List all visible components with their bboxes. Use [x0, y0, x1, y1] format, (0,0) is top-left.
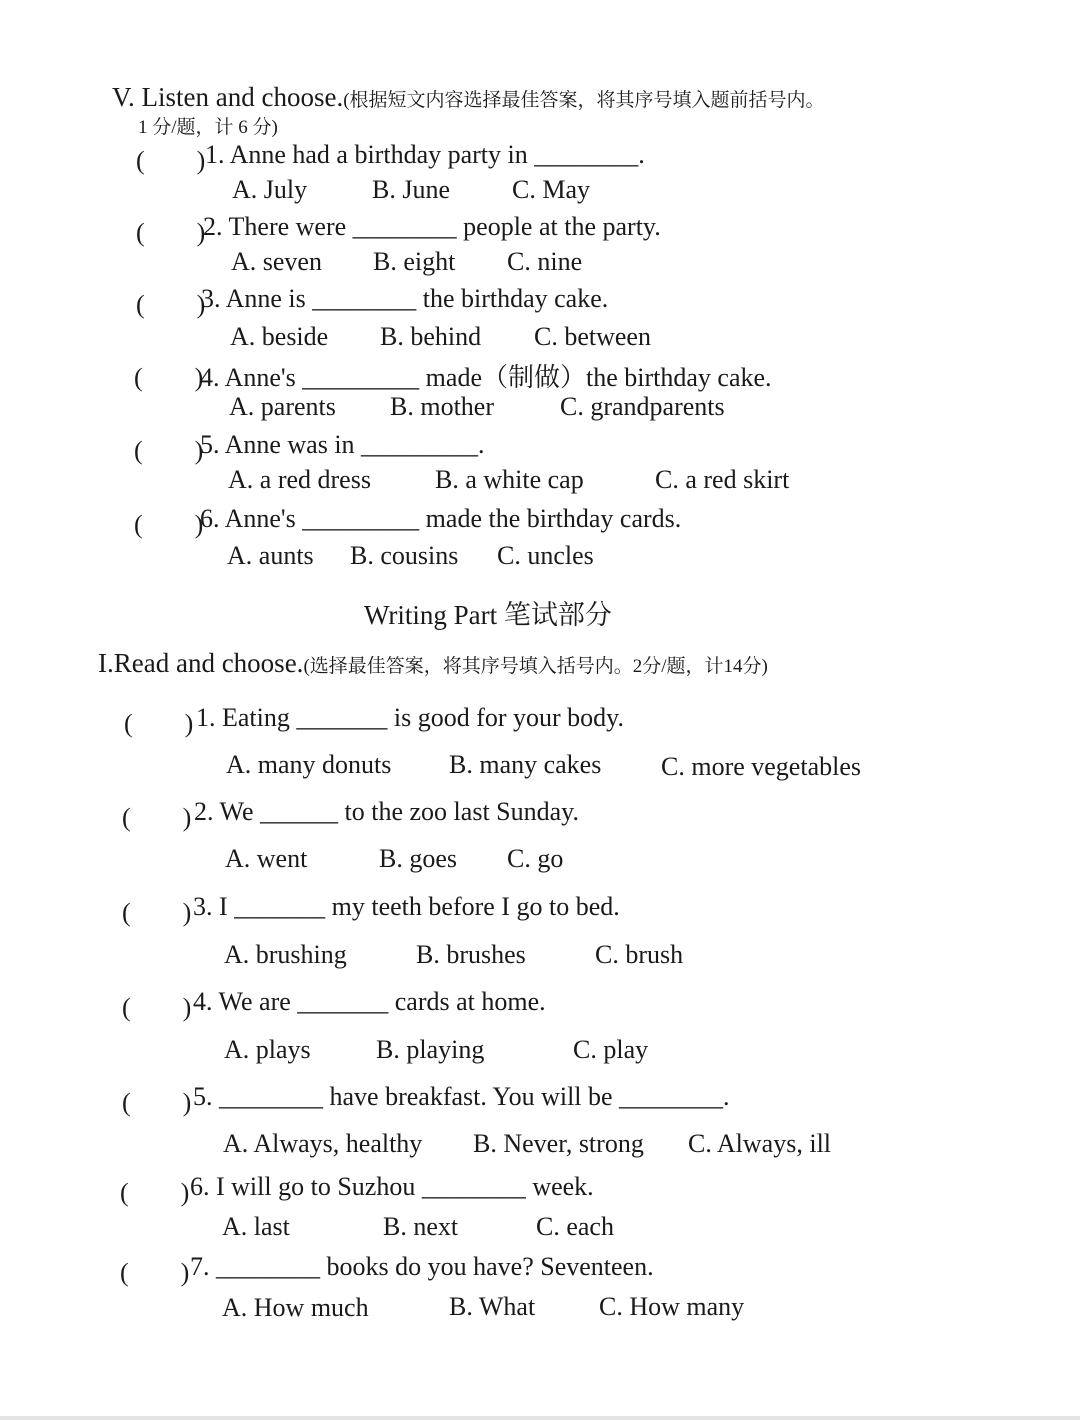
question-text: 5. Anne was in _________. [200, 430, 485, 459]
answer-bracket[interactable]: ( ) [136, 218, 206, 247]
answer-bracket[interactable]: ( ) [136, 290, 206, 319]
answer-bracket[interactable]: ( ) [124, 709, 194, 738]
question-text: 6. I will go to Suzhou ________ week. [190, 1172, 594, 1201]
option-a[interactable]: A. parents [229, 392, 336, 421]
option-b[interactable]: B. June [372, 175, 450, 204]
section-i-heading [98, 648, 768, 679]
option-a[interactable]: A. last [222, 1212, 290, 1241]
answer-bracket[interactable]: ( ) [122, 993, 192, 1022]
section-v-heading [112, 82, 825, 113]
question-text: 3. I _______ my teeth before I go to bed. [193, 892, 620, 921]
question-text: 5. ________ have breakfast. You will be ________. [193, 1082, 730, 1111]
option-a[interactable]: A. many donuts [226, 750, 392, 779]
option-c[interactable]: C. more vegetables [661, 752, 861, 781]
option-c[interactable]: C. uncles [497, 541, 594, 570]
question-text: 4. We are _______ cards at home. [193, 987, 546, 1016]
option-b[interactable]: B. next [383, 1212, 459, 1241]
option-b[interactable]: B. behind [380, 322, 482, 351]
option-c[interactable]: C. nine [507, 247, 583, 276]
answer-bracket[interactable]: ( ) [136, 146, 206, 175]
section-v-instruction: (根据短文内容选择最佳答案，将其序号填入题前括号内。 [343, 90, 825, 111]
option-c[interactable]: C. Always, ill [688, 1129, 832, 1158]
option-a[interactable]: A. went [225, 844, 308, 873]
option-c[interactable]: C. brush [595, 940, 684, 969]
question-text: 6. Anne's _________ made the birthday cards. [200, 504, 682, 533]
question-text: 1. Anne had a birthday party in ________. [205, 140, 645, 169]
option-b[interactable]: B. What [449, 1292, 536, 1321]
option-c[interactable]: C. go [507, 844, 564, 873]
option-b[interactable]: B. goes [379, 844, 457, 873]
answer-bracket[interactable]: ( ) [134, 363, 204, 392]
option-b[interactable]: B. many cakes [449, 750, 602, 779]
option-b[interactable]: B. a white cap [435, 465, 584, 494]
option-a[interactable]: A. aunts [227, 541, 314, 570]
option-b[interactable]: B. brushes [416, 940, 526, 969]
option-a[interactable]: A. July [232, 175, 308, 204]
answer-bracket[interactable]: ( ) [134, 510, 204, 539]
option-c[interactable]: C. a red skirt [655, 465, 790, 494]
question-text: 4. Anne's _________ made（制做）the birthday cake. [200, 363, 772, 392]
answer-bracket[interactable]: ( ) [134, 436, 204, 465]
section-i-title: I.Read and choose. [98, 648, 304, 678]
answer-bracket[interactable]: ( ) [122, 898, 192, 927]
question-text: 7. ________ books do you have? Seventeen. [190, 1252, 654, 1281]
option-a[interactable]: A. plays [224, 1035, 311, 1064]
question-text: 2. There were ________ people at the party. [203, 212, 661, 241]
writing-part-title: Writing Part 笔试部分 [364, 600, 612, 630]
option-a[interactable]: A. Always, healthy [223, 1129, 423, 1158]
answer-bracket[interactable]: ( ) [120, 1178, 190, 1207]
option-a[interactable]: A. a red dress [228, 465, 371, 494]
option-a[interactable]: A. beside [230, 322, 329, 351]
section-v-title: V. Listen and choose. [112, 82, 344, 112]
answer-bracket[interactable]: ( ) [120, 1258, 190, 1287]
option-c[interactable]: C. grandparents [560, 392, 725, 421]
question-text: 3. Anne is ________ the birthday cake. [201, 284, 609, 313]
option-b[interactable]: B. cousins [350, 541, 459, 570]
section-v-instruction-cont: 1 分/题，计 6 分) [138, 117, 278, 138]
section-i-instruction: (选择最佳答案，将其序号填入括号内。2分/题，计14分) [303, 656, 768, 677]
answer-bracket[interactable]: ( ) [122, 803, 192, 832]
option-c[interactable]: C. How many [599, 1292, 745, 1321]
option-b[interactable]: B. mother [390, 392, 494, 421]
question-text: 1. Eating _______ is good for your body. [196, 703, 624, 732]
option-a[interactable]: A. brushing [224, 940, 347, 969]
option-a[interactable]: A. seven [231, 247, 322, 276]
question-text: 2. We ______ to the zoo last Sunday. [194, 797, 579, 826]
option-b[interactable]: B. Never, strong [473, 1129, 644, 1158]
option-c[interactable]: C. each [536, 1212, 614, 1241]
page-bottom-divider [0, 1416, 1080, 1420]
option-b[interactable]: B. playing [376, 1035, 485, 1064]
option-c[interactable]: C. between [534, 322, 651, 351]
answer-bracket[interactable]: ( ) [122, 1088, 192, 1117]
option-c[interactable]: C. play [573, 1035, 649, 1064]
option-b[interactable]: B. eight [373, 247, 456, 276]
option-a[interactable]: A. How much [222, 1293, 369, 1322]
option-c[interactable]: C. May [512, 175, 590, 204]
